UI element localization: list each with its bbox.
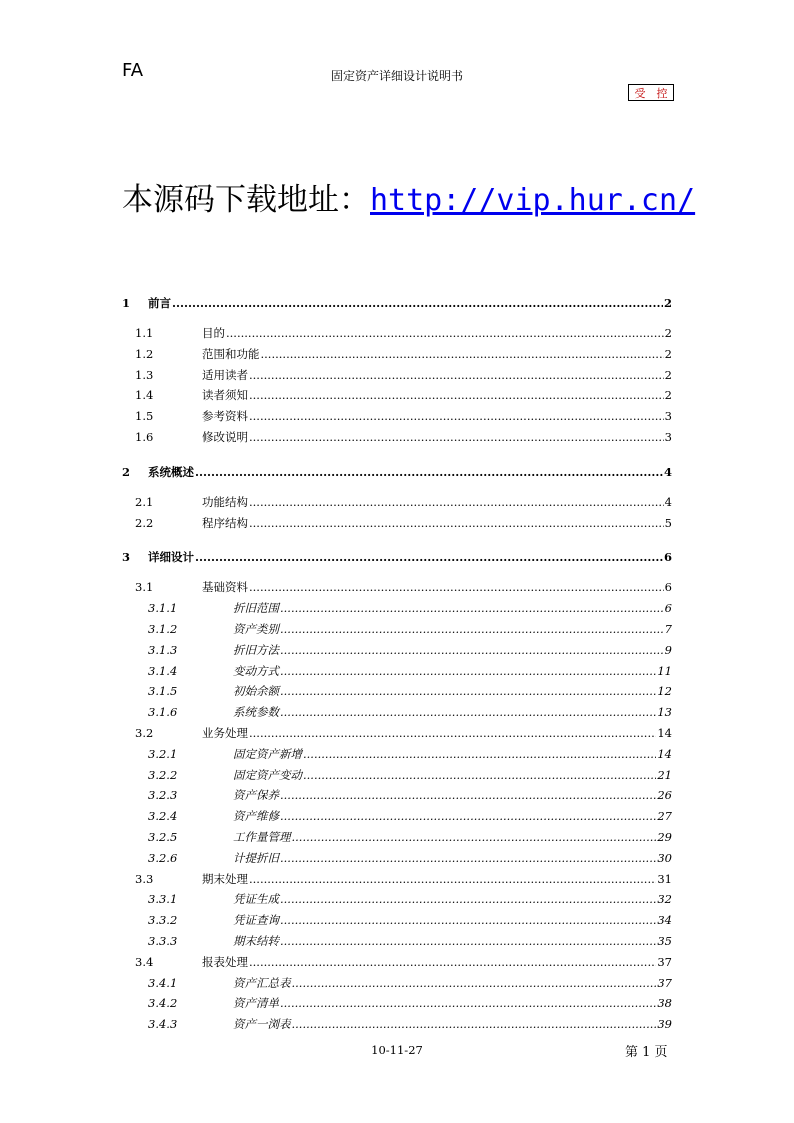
toc-leader-dots [249, 580, 664, 594]
toc-leader-dots [195, 550, 663, 564]
toc-entry-number: 3.2.4 [148, 809, 178, 824]
toc-entry[interactable] [122, 830, 672, 844]
toc-entry-number: 3 [122, 550, 131, 565]
toc-entry-number: 3.1.2 [148, 622, 178, 636]
toc-entry-title: 固定资产新增 [233, 746, 302, 761]
toc-entry-title: 固定资产变动 [233, 767, 302, 782]
toc-entry-title: 基础资料 [202, 580, 248, 595]
toc-entry-title: 范围和功能 [202, 346, 260, 361]
toc-entry-number: 3.3.3 [148, 934, 178, 948]
toc-leader-dots [303, 768, 656, 782]
toc-entry-title: 修改说明 [202, 430, 248, 444]
toc-entry-number: 1 [122, 296, 131, 310]
toc-entry-number: 3.1.6 [148, 705, 178, 720]
toc-entry-page: 31 [657, 871, 672, 886]
toc-entry-number: 3.2.5 [148, 830, 178, 844]
toc-leader-dots [280, 913, 656, 927]
toc-entry[interactable] [122, 913, 672, 927]
toc-entry-number: 3.2.1 [148, 746, 178, 761]
toc-leader-dots [249, 430, 664, 444]
toc-entry-page: 39 [657, 1017, 672, 1032]
toc-entry[interactable] [122, 934, 672, 948]
toc-entry[interactable] [122, 465, 672, 479]
toc-entry-page: 32 [657, 892, 672, 907]
toc-entry[interactable] [122, 788, 672, 802]
toc-entry-page: 3 [664, 409, 672, 424]
toc-entry[interactable] [122, 296, 672, 310]
toc-entry-title: 计提折旧 [233, 850, 279, 865]
toc-entry-number: 3.1.1 [148, 601, 178, 616]
toc-leader-dots [172, 296, 663, 310]
toc-entry-page: 38 [657, 996, 672, 1011]
toc-entry-title: 读者须知 [202, 388, 248, 403]
toc-entry-number: 2.2 [135, 515, 154, 530]
toc-entry-page: 14 [657, 746, 672, 761]
toc-leader-dots [280, 705, 656, 719]
toc-entry-page: 30 [657, 850, 672, 865]
toc-entry[interactable] [122, 430, 672, 444]
toc-entry-page: 2 [664, 388, 672, 403]
toc-leader-dots [280, 934, 656, 948]
document-title: 固定资产详细设计说明书 [330, 69, 463, 83]
toc-entry-title: 工作量管理 [233, 830, 291, 844]
toc-entry-page: 27 [657, 809, 672, 824]
toc-entry-page: 3 [664, 430, 672, 444]
toc-entry-number: 3.1.3 [148, 642, 178, 657]
toc-entry-title: 详细设计 [148, 550, 194, 565]
toc-leader-dots [280, 788, 656, 802]
toc-entry-number: 3.3.1 [148, 892, 178, 907]
toc-entry-number: 1.6 [135, 430, 154, 444]
toc-entry-title: 报表处理 [202, 954, 248, 969]
toc-entry-number: 1.5 [135, 409, 154, 424]
toc-entry-number: 1.4 [135, 388, 154, 403]
toc-entry[interactable] [122, 768, 672, 782]
toc-entry[interactable] [122, 747, 672, 761]
toc-entry-title: 期末结转 [233, 934, 279, 948]
toc-entry[interactable] [122, 705, 672, 719]
toc-entry-page: 2 [664, 367, 672, 382]
toc-entry-title: 变动方式 [233, 663, 279, 678]
toc-entry-page: 29 [657, 830, 672, 844]
toc-leader-dots [280, 851, 656, 865]
toc-entry-number: 3.3.2 [148, 913, 178, 928]
toc-entry-title: 折旧方法 [233, 642, 279, 657]
toc-entry-number: 3.1.5 [148, 684, 178, 699]
toc-leader-dots [249, 726, 656, 740]
toc-entry-page: 9 [664, 642, 672, 657]
toc-entry-title: 系统概述 [148, 464, 194, 479]
toc-entry-page: 11 [657, 663, 672, 678]
toc-entry-page: 14 [657, 726, 672, 740]
footer-date: 10-11-27 [371, 1043, 423, 1057]
toc-entry[interactable] [122, 368, 672, 382]
toc-entry[interactable] [122, 347, 672, 361]
toc-entry-title: 凭证生成 [233, 892, 279, 907]
toc-entry[interactable] [122, 996, 672, 1010]
toc-entry[interactable] [122, 684, 672, 698]
toc-entry-title: 期末处理 [202, 871, 248, 886]
toc-entry-title: 参考资料 [202, 409, 248, 424]
toc-entry-number: 3.2.3 [148, 788, 178, 803]
control-badge-char: 控 [656, 86, 668, 100]
toc-entry-page: 21 [657, 767, 672, 782]
toc-entry[interactable] [122, 726, 672, 740]
toc-entry-page: 7 [664, 622, 672, 636]
toc-entry-page: 26 [657, 788, 672, 803]
toc-leader-dots [303, 747, 656, 761]
toc-entry-number: 3.4.2 [148, 996, 178, 1011]
toc-leader-dots [280, 892, 656, 906]
toc-entry-title: 前言 [148, 296, 171, 310]
banner-prefix: 本源码下载地址： [122, 182, 370, 218]
toc-entry[interactable] [122, 550, 672, 564]
toc-entry-page: 37 [657, 954, 672, 969]
toc-entry-title: 功能结构 [202, 494, 248, 509]
toc-leader-dots [292, 976, 657, 990]
toc-entry[interactable] [122, 516, 672, 530]
toc-entry-title: 折旧范围 [233, 601, 279, 616]
toc-leader-dots [226, 326, 664, 340]
toc-entry-title: 适用读者 [202, 367, 248, 382]
logo-text: FA [122, 60, 144, 81]
toc-entry-title: 资产汇总表 [233, 975, 291, 990]
toc-leader-dots [280, 996, 656, 1010]
toc-entry-page: 6 [663, 550, 672, 565]
toc-entry-title: 资产清单 [233, 996, 279, 1011]
toc-entry-page: 35 [657, 934, 672, 948]
toc-entry-number: 3.4 [135, 954, 154, 969]
toc-entry-number: 3.1 [135, 580, 154, 595]
toc-entry[interactable] [122, 809, 672, 823]
toc-entry[interactable] [122, 601, 672, 615]
toc-entry[interactable] [122, 409, 672, 423]
toc-entry[interactable] [122, 892, 672, 906]
toc-entry-page: 37 [657, 975, 672, 990]
toc-entry-number: 3.1.4 [148, 663, 178, 678]
toc-entry-page: 12 [657, 684, 672, 699]
toc-entry-number: 1.3 [135, 367, 154, 382]
toc-entry-number: 3.3 [135, 871, 154, 886]
toc-entry-page: 4 [664, 494, 672, 509]
toc-entry[interactable] [122, 326, 672, 340]
toc-entry-page: 2 [663, 296, 672, 310]
toc-entry-page: 2 [664, 326, 672, 340]
toc-entry-number: 2.1 [135, 494, 154, 509]
toc-entry[interactable] [122, 388, 672, 402]
toc-entry-title: 资产保养 [233, 788, 279, 803]
toc-entry-number: 1.2 [135, 346, 154, 361]
toc-entry[interactable] [122, 955, 672, 969]
toc-entry-number: 3.4.1 [148, 975, 178, 990]
toc-entry[interactable] [122, 643, 672, 657]
toc-entry-title: 程序结构 [202, 515, 248, 530]
toc-leader-dots [280, 643, 664, 657]
toc-entry-title: 资产维修 [233, 809, 279, 824]
toc-leader-dots [249, 495, 664, 509]
toc-entry-title: 资产一浏表 [233, 1017, 291, 1032]
toc-leader-dots [249, 516, 664, 530]
toc-leader-dots [280, 664, 656, 678]
toc-entry-number: 3.2.2 [148, 767, 178, 782]
control-badge-char: 受 [634, 86, 646, 100]
toc-entry[interactable] [122, 872, 672, 886]
toc-entry[interactable] [122, 976, 672, 990]
toc-entry-title: 凭证查询 [233, 913, 279, 928]
toc-entry-number: 3.2.6 [148, 850, 178, 865]
toc-entry-page: 6 [664, 580, 672, 595]
toc-leader-dots [261, 347, 664, 361]
toc-entry-title: 资产类别 [233, 622, 279, 636]
footer-page-number: 第 1 页 [625, 1045, 668, 1060]
toc-entry-page: 6 [664, 601, 672, 616]
toc-leader-dots [195, 465, 663, 479]
toc-entry-page: 2 [664, 346, 672, 361]
download-banner [122, 174, 695, 219]
toc-entry-number: 2 [122, 464, 131, 479]
toc-entry-page: 4 [663, 464, 672, 479]
toc-entry[interactable] [122, 622, 672, 636]
toc-entry-title: 目的 [202, 326, 225, 340]
toc-entry-page: 13 [657, 705, 672, 720]
download-link[interactable]: http://vip.hur.cn/ [370, 183, 696, 218]
toc-leader-dots [249, 872, 656, 886]
toc-leader-dots [280, 809, 656, 823]
toc-leader-dots [249, 368, 664, 382]
toc-entry[interactable] [122, 495, 672, 509]
toc-leader-dots [249, 409, 664, 423]
toc-entry-number: 3.4.3 [148, 1017, 178, 1032]
toc-leader-dots [280, 601, 664, 615]
toc-entry-title: 业务处理 [202, 726, 248, 740]
toc-leader-dots [249, 388, 664, 402]
toc-leader-dots [280, 684, 656, 698]
toc-entry-number: 1.1 [135, 326, 154, 340]
toc-entry[interactable] [122, 580, 672, 594]
toc-leader-dots [292, 830, 657, 844]
toc-entry-title: 系统参数 [233, 705, 279, 720]
toc-entry[interactable] [122, 664, 672, 678]
toc-entry-title: 初始余额 [233, 684, 279, 699]
toc-entry[interactable] [122, 851, 672, 865]
toc-entry-page: 5 [664, 515, 672, 530]
toc-entry[interactable] [122, 1017, 672, 1031]
toc-leader-dots [292, 1017, 657, 1031]
toc-leader-dots [249, 955, 656, 969]
toc-entry-page: 34 [657, 913, 672, 928]
control-badge [628, 84, 674, 101]
toc-entry-number: 3.2 [135, 726, 154, 740]
toc-leader-dots [280, 622, 664, 636]
